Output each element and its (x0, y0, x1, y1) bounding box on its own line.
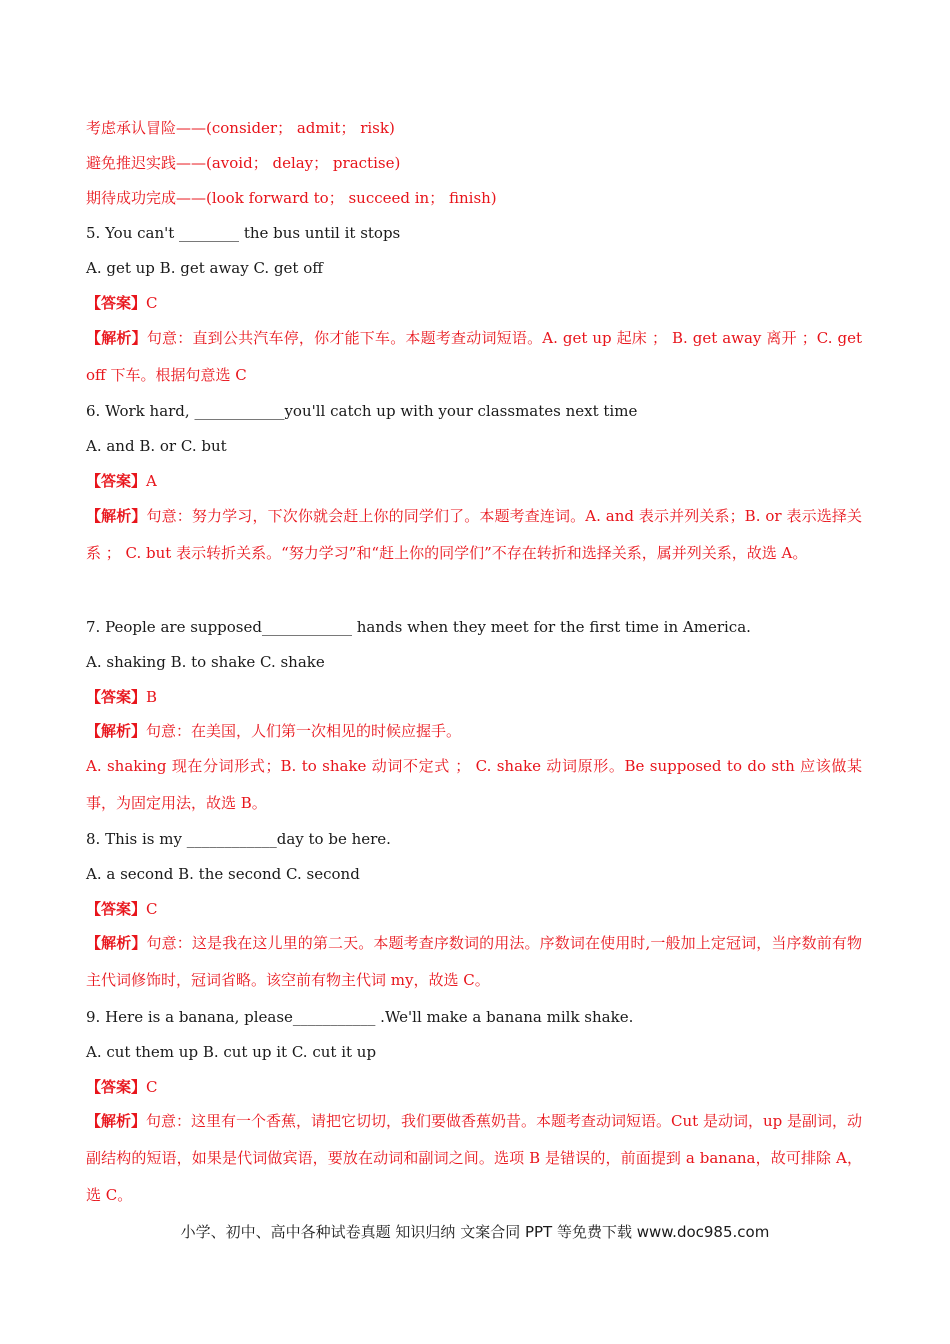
q5-analysis (86, 320, 862, 394)
intro-line-3: 期待成功完成——(look forward to； succeed in； finish) (86, 189, 497, 207)
answer-label: 【答案】 (86, 900, 147, 918)
analysis-label: 【解析】 (86, 934, 147, 952)
q6-question: 6. Work hard, ____________you'll catch up with your classmates next time (86, 402, 638, 420)
q9-options: A. cut them up B. cut up it C. cut it up (86, 1043, 377, 1061)
q5-analysis-text: 句意：直到公共汽车停，你才能下车。本题考查动词短语。A. get up 起床 ； B. get away 离开 ；C. get off 下车。根据句意选 C (86, 329, 862, 384)
q6-analysis (86, 498, 862, 572)
q7-analysis-rest: A. shaking 现在分词形式；B. to shake 动词不定式 ； C. shake 动词原形。Be supposed to do sth 应该做某事，为固定用法，故选 B。 (86, 757, 862, 812)
answer-label: 【答案】 (86, 1078, 147, 1096)
q9-analysis (86, 1103, 862, 1214)
q8-answer-value: C (146, 900, 158, 918)
q8-answer (86, 899, 862, 919)
analysis-label: 【解析】 (86, 329, 147, 347)
q7-question: 7. People are supposed____________ hands when they meet for the first time in America. (86, 618, 751, 636)
q5-answer-value: C (146, 294, 158, 312)
answer-label: 【答案】 (86, 294, 147, 312)
q7-analysis-line1 (86, 721, 862, 741)
analysis-label: 【解析】 (86, 1112, 147, 1130)
q8-options: A. a second B. the second C. second (86, 865, 360, 883)
q7-options: A. shaking B. to shake C. shake (86, 653, 325, 671)
q9-question: 9. Here is a banana, please___________ .We'll make a banana milk shake. (86, 1008, 634, 1026)
q5-question: 5. You can't ________ the bus until it stops (86, 224, 401, 242)
page-footer: 小学、初中、高中各种试卷真题 知识归纳 文案合同 PPT 等免费下载 www.doc985.com (180, 1223, 770, 1241)
answer-label: 【答案】 (86, 472, 147, 490)
q7-analysis-text: 句意：在美国，人们第一次相见的时候应握手。 (146, 722, 462, 740)
q8-question: 8. This is my ____________day to be here. (86, 830, 391, 848)
intro-line-2: 避免推迟实践——(avoid； delay； practise) (86, 154, 401, 172)
q9-answer-value: C (146, 1078, 158, 1096)
analysis-label: 【解析】 (86, 507, 147, 525)
q6-answer-value: A (146, 472, 157, 490)
q9-analysis-text: 句意：这里有一个香蕉，请把它切切，我们要做香蕉奶昔。本题考查动词短语。Cut 是动词，up 是副词，动副结构的短语，如果是代词做宾语，要放在动词和副词之间。选项 B 是错误的，前面提到 a banana，故可排除 A，选 C。 (86, 1112, 862, 1204)
intro-line-1: 考虑承认冒险——(consider； admit； risk) (86, 119, 395, 137)
q6-answer (86, 471, 862, 491)
q9-answer (86, 1077, 862, 1097)
q6-options: A. and B. or C. but (86, 437, 227, 455)
q8-analysis-text: 句意：这是我在这儿里的第二天。本题考查序数词的用法。序数词在使用时,一般加上定冠词，当序数前有物主代词修饰时，冠词省略。该空前有物主代词 my，故选 C。 (86, 934, 862, 989)
q8-analysis (86, 925, 862, 999)
q6-analysis-text: 句意：努力学习，下次你就会赶上你的同学们了。本题考查连词。A. and 表示并列关系；B. or 表示选择关系 ； C. but 表示转折关系。“努力学习”和“赶上你的同学们”不存在转折和选择关系，属并列关系，故选 A。 (86, 507, 862, 562)
q5-answer (86, 293, 862, 313)
q7-answer-value: B (146, 688, 158, 706)
answer-label: 【答案】 (86, 688, 147, 706)
q7-answer (86, 687, 862, 707)
q5-options: A. get up B. get away C. get off (86, 259, 323, 277)
analysis-label: 【解析】 (86, 722, 147, 740)
